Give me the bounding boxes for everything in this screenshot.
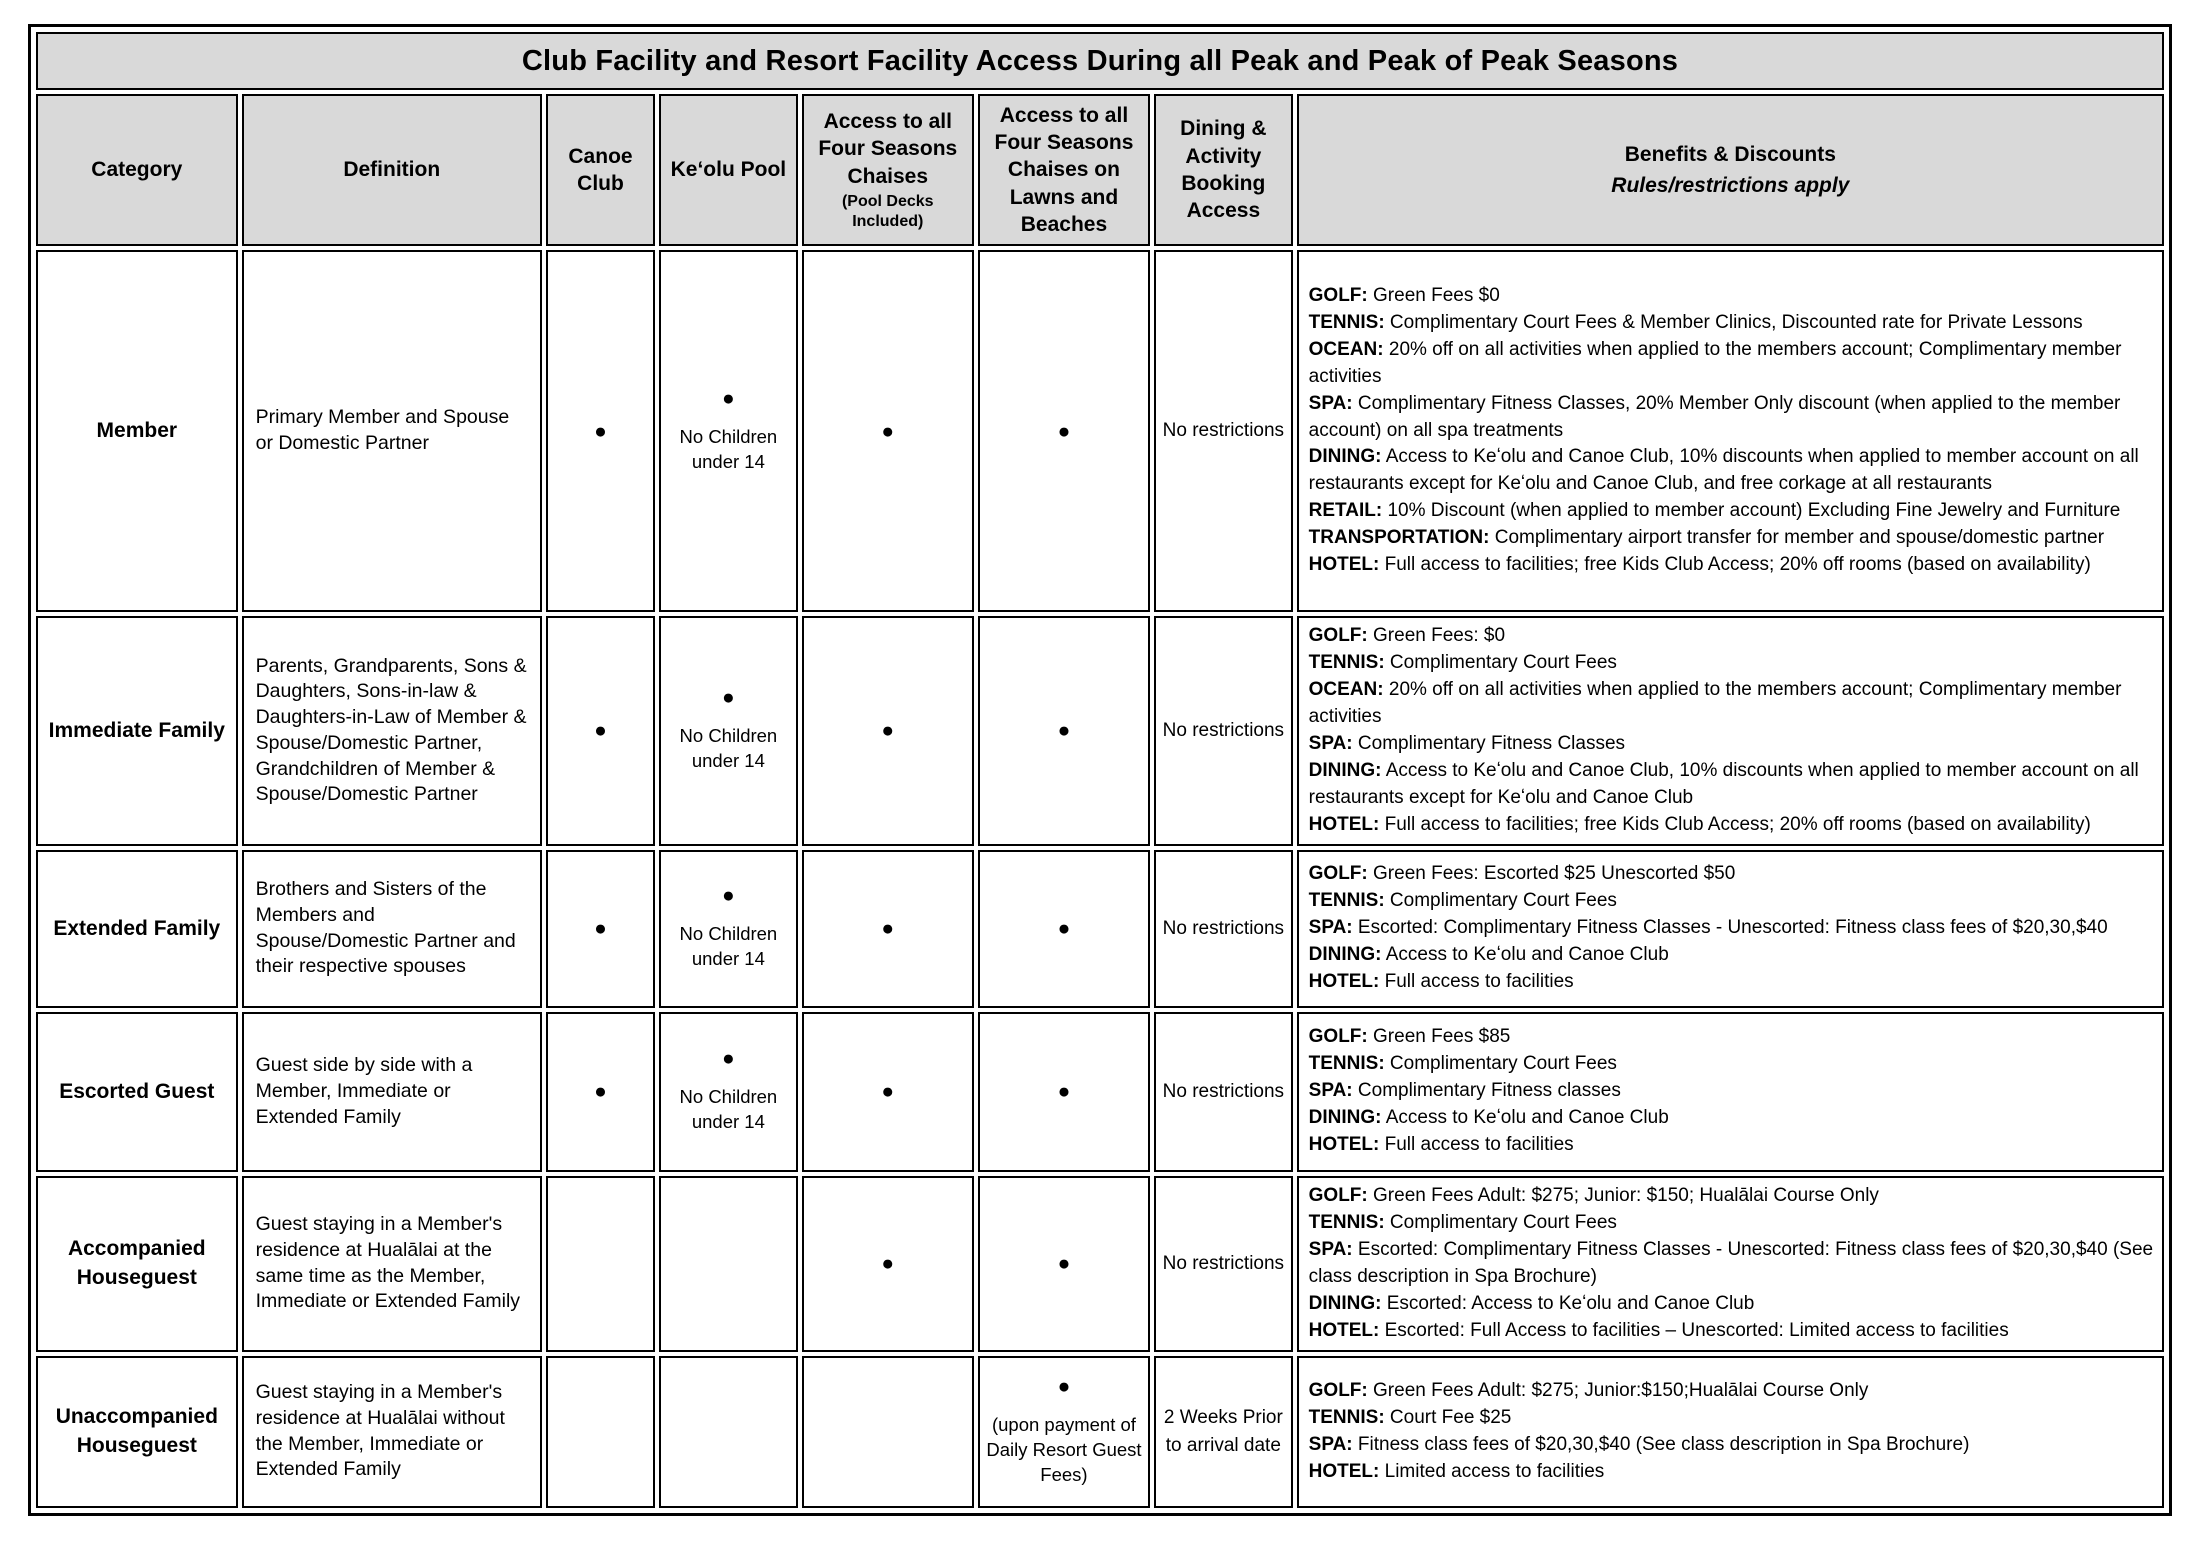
benefit-text: 20% off on all activities when applied to the members account; Complimentary member activities <box>1308 678 2122 727</box>
benefit-category-label: TENNIS: <box>1308 1211 1385 1233</box>
keolu-pool-cell <box>659 850 798 1008</box>
benefit-category-label: OCEAN: <box>1308 338 1384 360</box>
benefit-line <box>1309 1132 2154 1159</box>
benefit-line <box>1309 310 2154 337</box>
chaises-lawns-beaches-cell <box>978 850 1150 1008</box>
benefit-text: Limited access to facilities <box>1379 1460 1605 1482</box>
definition-cell: Parents, Grandparents, Sons & Daughters, Sons-in-law & Daughters-in-Law of Member & Spouse/Domestic Partner, Grandchildren of Member & Spouse/Domestic Partner <box>242 616 542 846</box>
benefit-text: 20% off on all activities when applied to the members account; Complimentary member activities <box>1308 338 2122 387</box>
benefit-text: Complimentary airport transfer for member and spouse/domestic partner <box>1489 527 2105 549</box>
benefit-category-label: GOLF: <box>1308 1026 1368 1048</box>
category-cell: Member <box>36 250 238 612</box>
dining-booking-cell: No restrictions <box>1154 250 1293 612</box>
access-dot-icon: ● <box>1057 1374 1071 1398</box>
benefit-category-label: TENNIS: <box>1308 890 1385 912</box>
chaises-lawns-beaches-cell <box>978 1356 1150 1508</box>
table-row-escorted-guest <box>36 1012 2164 1172</box>
chaises-pool-decks-cell <box>802 850 974 1008</box>
benefit-text: Access to Keʻolu and Canoe Club <box>1381 1107 1669 1129</box>
dining-booking-cell: No restrictions <box>1154 1012 1293 1172</box>
facility-access-table-frame <box>28 24 2172 1516</box>
benefit-line <box>1309 942 2154 969</box>
access-note: (upon payment of Daily Resort Guest Fees) <box>986 1413 1142 1485</box>
benefit-line <box>1309 1237 2154 1291</box>
benefits-cell <box>1297 1356 2164 1508</box>
access-dot-icon: ● <box>594 1080 607 1104</box>
benefit-line <box>1309 1210 2154 1237</box>
benefit-category-label: RETAIL: <box>1308 500 1383 522</box>
benefit-line <box>1309 888 2154 915</box>
definition-cell: Guest side by side with a Member, Immediate or Extended Family <box>242 1012 542 1172</box>
benefit-text: Access to Keʻolu and Canoe Club, 10% discounts when applied to member account on all restaurants except for Keʻolu and Canoe Club, and free corkage at all restaurants <box>1308 446 2139 495</box>
benefit-line <box>1309 1459 2154 1486</box>
canoe-club-cell <box>546 1012 655 1172</box>
col-header-category <box>36 94 238 246</box>
benefit-category-label: TENNIS: <box>1308 651 1385 673</box>
col-header-sublabel: (Pool Decks Included) <box>841 192 934 230</box>
access-note: No Children under 14 <box>679 425 778 472</box>
keolu-pool-cell <box>659 1012 798 1172</box>
dining-booking-cell: 2 Weeks Prior to arrival date <box>1154 1356 1293 1508</box>
benefits-cell <box>1297 850 2164 1008</box>
table-title: Club Facility and Resort Facility Access During all Peak and Peak of Peak Seasons <box>36 32 2164 90</box>
dining-booking-cell: No restrictions <box>1154 616 1293 846</box>
chaises-lawns-beaches-cell <box>978 616 1150 846</box>
benefit-line <box>1309 391 2154 445</box>
access-note: No Children under 14 <box>679 725 778 772</box>
benefit-text: Complimentary Fitness Classes, 20% Member Only discount (when applied to the member account) on all spa treatments <box>1308 392 2121 441</box>
benefit-text: Green Fees $85 <box>1367 1026 1511 1048</box>
benefits-list <box>1309 861 2154 996</box>
benefit-category-label: DINING: <box>1308 944 1382 966</box>
col-header-label: Keʻolu Pool <box>670 158 787 182</box>
benefit-text: Complimentary Fitness classes <box>1352 1080 1621 1102</box>
category-cell: Unaccompanied Houseguest <box>36 1356 238 1508</box>
benefit-category-label: GOLF: <box>1308 1184 1368 1206</box>
benefits-list <box>1309 283 2154 580</box>
benefit-text: Fitness class fees of $20,30,$40 (See class description in Spa Brochure) <box>1352 1433 1970 1455</box>
col-header-dining-booking <box>1154 94 1293 246</box>
definition-cell: Primary Member and Spouse or Domestic Partner <box>242 250 542 612</box>
table-header-row <box>36 94 2164 246</box>
access-dot-icon: ● <box>881 1080 895 1104</box>
benefit-text: Complimentary Court Fees <box>1384 1053 1617 1075</box>
benefit-text: Green Fees Adult: $275; Junior: $150; Hualālai Course Only <box>1367 1184 1879 1206</box>
col-header-label: Definition <box>343 158 441 182</box>
benefit-category-label: TENNIS: <box>1308 1053 1385 1075</box>
benefit-text: Full access to facilities; free Kids Club Access; 20% off rooms (based on availability) <box>1379 554 2091 576</box>
benefits-cell <box>1297 250 2164 612</box>
benefit-category-label: GOLF: <box>1308 1379 1368 1401</box>
benefit-text: Escorted: Complimentary Fitness Classes - Unescorted: Fitness class fees of $20,30,$40 <box>1352 917 2108 939</box>
access-note: No Children under 14 <box>679 923 778 970</box>
benefit-category-label: SPA: <box>1308 1433 1353 1455</box>
table-row-extended-family <box>36 850 2164 1008</box>
access-dot-icon: ● <box>881 917 895 941</box>
category-cell: Immediate Family <box>36 616 238 846</box>
benefits-list <box>1309 623 2154 839</box>
benefit-category-label: GOLF: <box>1308 863 1368 885</box>
benefits-list <box>1309 1024 2154 1159</box>
benefit-line <box>1309 283 2154 310</box>
chaises-pool-decks-cell <box>802 1176 974 1352</box>
canoe-club-cell <box>546 850 655 1008</box>
benefit-line <box>1309 1378 2154 1405</box>
table-row-unaccompanied-houseguest <box>36 1356 2164 1508</box>
benefit-category-label: GOLF: <box>1308 625 1368 646</box>
benefit-text: Access to Keʻolu and Canoe Club <box>1381 944 1669 966</box>
benefit-text: Full access to facilities <box>1379 1134 1574 1156</box>
benefit-category-label: DINING: <box>1308 1292 1382 1314</box>
benefit-text: Green Fees $0 <box>1367 284 1500 306</box>
access-dot-icon: ● <box>881 1252 895 1276</box>
definition-cell: Guest staying in a Member's residence at Hualālai without the Member, Immediate or Extended Family <box>242 1356 542 1508</box>
benefit-category-label: HOTEL: <box>1308 1134 1380 1156</box>
col-header-definition <box>242 94 542 246</box>
chaises-lawns-beaches-cell <box>978 1176 1150 1352</box>
chaises-pool-decks-cell <box>802 1012 974 1172</box>
benefit-category-label: SPA: <box>1308 392 1353 414</box>
col-header-keolu-pool <box>659 94 798 246</box>
benefit-line <box>1309 552 2154 579</box>
benefit-text: Complimentary Fitness Classes <box>1352 732 1626 754</box>
category-cell: Escorted Guest <box>36 1012 238 1172</box>
access-dot-icon: ● <box>881 719 895 743</box>
col-header-sublabel: Rules/restrictions apply <box>1611 173 1850 197</box>
keolu-pool-cell <box>659 1356 798 1508</box>
benefit-category-label: DINING: <box>1308 759 1382 781</box>
benefit-line <box>1309 1405 2154 1432</box>
col-header-label: Dining & Activity Booking Access <box>1180 117 1267 223</box>
benefit-text: 10% Discount (when applied to member account) Excluding Fine Jewelry and Furniture <box>1382 500 2121 522</box>
access-dot-icon: ● <box>722 386 735 410</box>
keolu-pool-cell <box>659 616 798 846</box>
dining-booking-cell: No restrictions <box>1154 850 1293 1008</box>
benefit-line <box>1309 498 2154 525</box>
col-header-label: Category <box>91 158 183 182</box>
table-row-immediate-family <box>36 616 2164 846</box>
col-header-label: Canoe Club <box>568 144 633 195</box>
access-dot-icon: ● <box>1057 917 1071 941</box>
benefit-category-label: SPA: <box>1308 1238 1353 1260</box>
canoe-club-cell <box>546 1176 655 1352</box>
benefit-text: Full access to facilities <box>1379 971 1574 993</box>
benefit-line <box>1309 812 2154 839</box>
col-header-chaises-lawns-beaches <box>978 94 1150 246</box>
col-header-label: Access to all Four Seasons Chaises on Lawns and Beaches <box>994 103 1134 236</box>
definition-cell: Brothers and Sisters of the Members and Spouse/Domestic Partner and their respective spouses <box>242 850 542 1008</box>
benefit-line <box>1309 1078 2154 1105</box>
benefit-line <box>1309 1024 2154 1051</box>
benefits-cell <box>1297 1176 2164 1352</box>
table-row-accompanied-houseguest <box>36 1176 2164 1352</box>
benefit-line <box>1309 337 2154 391</box>
access-dot-icon: ● <box>722 1047 735 1071</box>
benefit-line <box>1309 1432 2154 1459</box>
benefit-line <box>1309 731 2154 758</box>
benefit-text: Escorted: Access to Keʻolu and Canoe Club <box>1381 1292 1755 1314</box>
table-title-row <box>36 32 2164 90</box>
col-header-label: Benefits & Discounts <box>1624 143 1836 167</box>
table-row-member <box>36 250 2164 612</box>
benefit-category-label: TENNIS: <box>1308 1406 1385 1428</box>
benefit-category-label: HOTEL: <box>1308 1460 1380 1482</box>
access-dot-icon: ● <box>722 884 735 908</box>
benefit-line <box>1309 1318 2154 1345</box>
benefit-text: Green Fees Adult: $275; Junior:$150;Hualālai Course Only <box>1367 1379 1869 1401</box>
benefit-text: Escorted: Complimentary Fitness Classes - Unescorted: Fitness class fees of $20,30,$40 (See class description in Spa Brochure) <box>1308 1238 2154 1287</box>
benefits-cell <box>1297 1012 2164 1172</box>
chaises-pool-decks-cell <box>802 616 974 846</box>
benefit-line <box>1309 525 2154 552</box>
access-dot-icon: ● <box>1057 1252 1071 1276</box>
benefit-line <box>1309 1291 2154 1318</box>
keolu-pool-cell <box>659 1176 798 1352</box>
benefit-category-label: SPA: <box>1308 1080 1353 1102</box>
benefit-line <box>1309 650 2154 677</box>
benefit-line <box>1309 1183 2154 1210</box>
canoe-club-cell <box>546 1356 655 1508</box>
benefit-text: Complimentary Court Fees <box>1384 890 1617 912</box>
col-header-canoe-club <box>546 94 655 246</box>
benefit-line <box>1309 915 2154 942</box>
col-header-label: Access to all Four Seasons Chaises <box>818 110 958 188</box>
keolu-pool-cell <box>659 250 798 612</box>
benefit-category-label: HOTEL: <box>1308 971 1380 993</box>
col-header-chaises-pool-decks <box>802 94 974 246</box>
benefit-text: Complimentary Court Fees <box>1384 1211 1617 1233</box>
benefit-text: Full access to facilities; free Kids Club Access; 20% off rooms (based on availability) <box>1379 813 2091 835</box>
benefit-category-label: HOTEL: <box>1308 813 1380 835</box>
benefit-category-label: HOTEL: <box>1308 554 1380 576</box>
access-dot-icon: ● <box>594 917 607 941</box>
benefit-category-label: SPA: <box>1308 917 1353 939</box>
benefit-category-label: TENNIS: <box>1308 311 1385 333</box>
benefit-text: Access to Keʻolu and Canoe Club, 10% discounts when applied to member account on all restaurants except for Keʻolu and Canoe Club <box>1308 759 2139 808</box>
chaises-lawns-beaches-cell <box>978 250 1150 612</box>
access-dot-icon: ● <box>1057 419 1071 443</box>
benefit-category-label: DINING: <box>1308 1107 1382 1129</box>
chaises-lawns-beaches-cell <box>978 1012 1150 1172</box>
benefit-category-label: OCEAN: <box>1308 678 1384 700</box>
benefits-list <box>1309 1183 2154 1345</box>
benefit-text: Complimentary Court Fees & Member Clinics, Discounted rate for Private Lessons <box>1384 311 2083 333</box>
benefits-list <box>1309 1378 2154 1486</box>
benefit-text: Court Fee $25 <box>1384 1406 1512 1428</box>
category-cell: Extended Family <box>36 850 238 1008</box>
benefit-category-label: TRANSPORTATION: <box>1308 527 1490 549</box>
access-note: No Children under 14 <box>679 1086 778 1133</box>
benefit-line <box>1309 969 2154 996</box>
benefits-cell <box>1297 616 2164 846</box>
benefit-category-label: SPA: <box>1308 732 1353 754</box>
benefit-line <box>1309 758 2154 812</box>
access-dot-icon: ● <box>594 719 607 743</box>
facility-access-table <box>32 28 2168 1512</box>
benefit-category-label: DINING: <box>1308 446 1382 468</box>
benefit-line <box>1309 677 2154 731</box>
access-dot-icon: ● <box>881 419 895 443</box>
dining-booking-cell: No restrictions <box>1154 1176 1293 1352</box>
benefit-line <box>1309 861 2154 888</box>
col-header-benefits-discounts <box>1297 94 2164 246</box>
benefit-text: Green Fees: Escorted $25 Unescorted $50 <box>1367 863 1736 885</box>
benefit-line <box>1309 444 2154 498</box>
canoe-club-cell <box>546 250 655 612</box>
benefit-line <box>1309 1051 2154 1078</box>
chaises-pool-decks-cell <box>802 250 974 612</box>
category-cell: Accompanied Houseguest <box>36 1176 238 1352</box>
benefit-category-label: GOLF: <box>1308 284 1368 306</box>
chaises-pool-decks-cell <box>802 1356 974 1508</box>
benefit-text: Complimentary Court Fees <box>1384 651 1617 673</box>
benefit-text: Green Fees: $0 <box>1367 625 1506 646</box>
benefit-line <box>1309 1105 2154 1132</box>
canoe-club-cell <box>546 616 655 846</box>
access-dot-icon: ● <box>722 686 735 710</box>
definition-cell: Guest staying in a Member's residence at Hualālai at the same time as the Member, Immediate or Extended Family <box>242 1176 542 1352</box>
benefit-line <box>1309 623 2154 650</box>
benefit-text: Escorted: Full Access to facilities – Unescorted: Limited access to facilities <box>1379 1319 2009 1341</box>
access-dot-icon: ● <box>594 419 607 443</box>
access-dot-icon: ● <box>1057 1080 1071 1104</box>
access-dot-icon: ● <box>1057 719 1071 743</box>
benefit-category-label: HOTEL: <box>1308 1319 1380 1341</box>
